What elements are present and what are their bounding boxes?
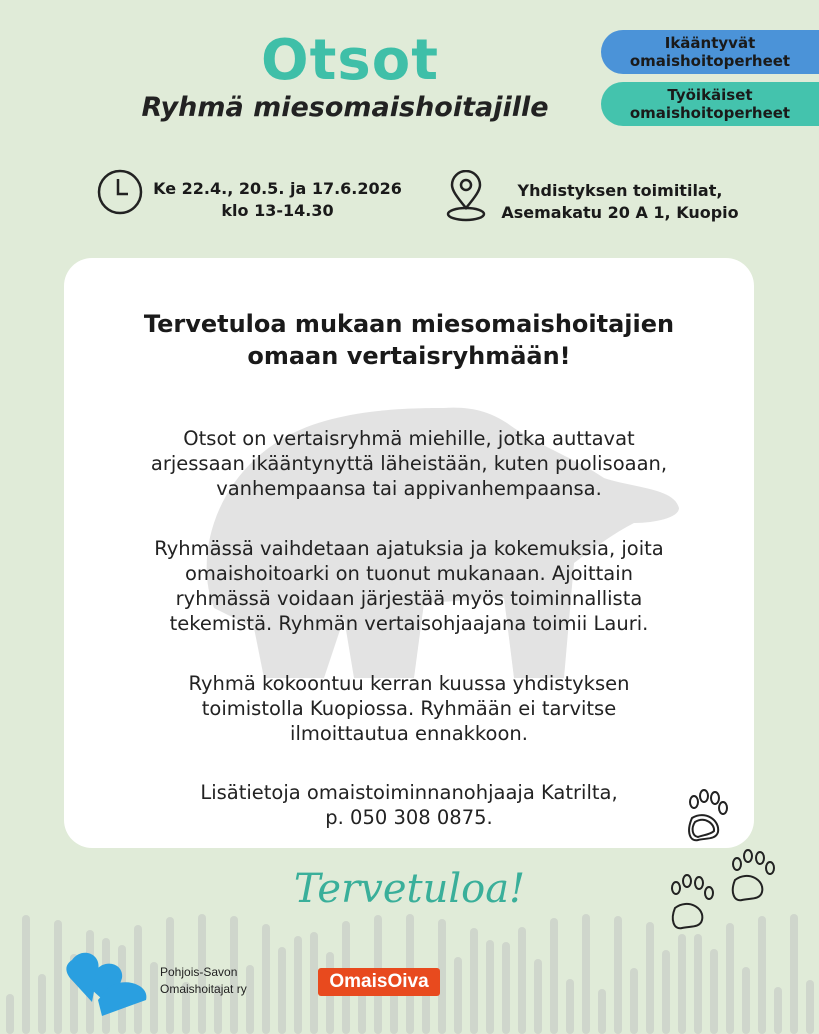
- decorative-bar: [6, 994, 14, 1034]
- location-pin-icon: [444, 170, 488, 224]
- tag-line: Ikääntyvät: [664, 34, 756, 52]
- decorative-bar: [774, 987, 782, 1034]
- decorative-bar: [662, 950, 670, 1034]
- decorative-bar: [534, 959, 542, 1034]
- decorative-bar: [646, 922, 654, 1034]
- decorative-bar: [390, 991, 398, 1034]
- decorative-bar: [630, 968, 638, 1034]
- decorative-bar: [678, 934, 686, 1034]
- decorative-bar: [470, 928, 478, 1034]
- event-time: [150, 178, 405, 222]
- paragraph-contact: Lisätietoja omaistoiminnanohjaaja Katrilta, p. 050 308 0875.: [200, 781, 618, 829]
- decorative-bar: [806, 980, 814, 1034]
- decorative-bar: [310, 932, 318, 1034]
- location-address: Asemakatu 20 A 1, Kuopio: [501, 203, 739, 222]
- decorative-bar: [566, 979, 574, 1034]
- decorative-bar: [486, 940, 494, 1034]
- organization-logo-hearts: [62, 950, 154, 1018]
- welcome-text: Tervetuloa!: [293, 866, 526, 912]
- decorative-bar: [598, 989, 606, 1034]
- tag-line: Työikäiset: [667, 86, 753, 104]
- decorative-bar: [54, 920, 62, 1034]
- decorative-bar: [518, 927, 526, 1034]
- decorative-bar: [278, 947, 286, 1034]
- tag-line: omaishoitoperheet: [629, 104, 791, 122]
- decorative-bar: [710, 949, 718, 1034]
- omaisoiva-logo: OmaisOiva: [318, 968, 440, 996]
- tag-line: omaishoitoperheet: [629, 52, 791, 70]
- tag-working-age-families: [601, 82, 819, 126]
- decorative-bar: [582, 914, 590, 1034]
- card-heading: Tervetuloa mukaan miesomaishoitajien omaan vertaisryhmään!: [143, 310, 675, 370]
- paragraph-activities: Ryhmässä vaihdetaan ajatuksia ja kokemuksia, joita omaishoitoarki on tuonut mukanaan. Ajoittain ryhmässä voidaan järjestää myös toiminnallista tekemistä. Ryhmän vertaisohjaajana toimii Lauri.: [154, 537, 664, 635]
- page-subtitle: Ryhmä miesomaishoitajille: [141, 92, 549, 123]
- decorative-bar: [694, 934, 702, 1034]
- decorative-bar: [22, 915, 30, 1034]
- decorative-bar: [294, 936, 302, 1034]
- event-hours: klo 13-14.30: [221, 201, 334, 220]
- decorative-bar: [614, 916, 622, 1034]
- organization-name: Pohjois-Savon Omaishoitajat ry: [160, 965, 247, 996]
- event-dates: Ke 22.4., 20.5. ja 17.6.2026: [153, 179, 402, 198]
- event-location: [490, 180, 750, 224]
- decorative-bar: [262, 924, 270, 1034]
- paragraph-intro: Otsot on vertaisryhmä miehille, jotka auttavat arjessaan ikääntynyttä läheistään, kuten puolisoaan, vanhempaansa tai appivanhempaansa.: [150, 427, 668, 500]
- tag-elderly-families: [601, 30, 819, 74]
- info-card: [64, 258, 754, 848]
- decorative-bar: [502, 942, 510, 1034]
- decorative-bar: [38, 974, 46, 1034]
- paragraph-meetings: Ryhmä kokoontuu kerran kuussa yhdistyksen toimistolla Kuopiossa. Ryhmään ei tarvitse ilmoittautua ennakkoon.: [188, 672, 630, 745]
- decorative-bar: [550, 918, 558, 1034]
- page-title: Otsot: [261, 28, 439, 93]
- decorative-bar: [454, 957, 462, 1034]
- clock-icon: [96, 168, 144, 216]
- location-line: Yhdistyksen toimitilat,: [517, 181, 723, 200]
